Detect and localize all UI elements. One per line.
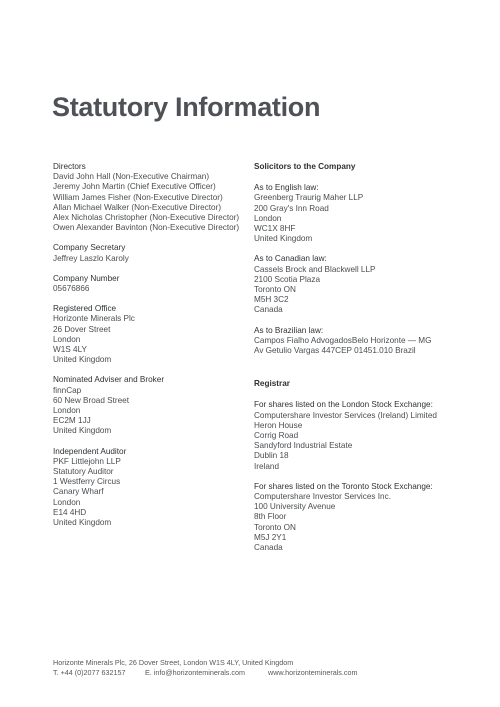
toronto-registrar-list <box>254 492 454 553</box>
text-line: M5H 3C2 <box>254 295 289 305</box>
company-number-section <box>53 274 253 294</box>
brazilian-law-heading: As to Brazilian law: <box>254 325 324 335</box>
text-line: Ireland <box>254 461 280 471</box>
text-line: Jeffrey Laszlo Karoly <box>53 253 129 263</box>
text-line: 8th Floor <box>254 512 287 522</box>
text-line: Campos Fialho AdvogadosBelo Horizonte — MG <box>254 335 432 345</box>
text-line: Jeremy John Martin (Chief Executive Officer) <box>53 182 216 192</box>
text-line: Canary Wharf <box>53 487 104 497</box>
text-line: 1 Westferry Circus <box>53 477 121 487</box>
toronto-registrar-section <box>254 482 454 553</box>
text-line: United Kingdom <box>53 355 112 365</box>
text-line: United Kingdom <box>254 234 313 244</box>
text-line: finnCap <box>53 385 82 395</box>
brazilian-law-list <box>254 336 454 356</box>
company-secretary-section <box>53 243 253 263</box>
text-line: Alex Nicholas Christopher (Non-Executive Director) <box>53 213 240 223</box>
independent-auditor-heading: Independent Auditor <box>53 446 127 456</box>
text-line: Computershare Investor Services (Ireland) Limited <box>254 410 437 420</box>
page-title: Statutory Information <box>52 92 321 122</box>
brazilian-law-section <box>254 326 454 357</box>
text-line: W1S 4LY <box>53 345 87 355</box>
footer-email-link[interactable]: E. info@horizonteminerals.com <box>145 668 245 677</box>
london-registrar-list <box>254 411 454 472</box>
independent-auditor-section <box>53 447 253 529</box>
text-line: PKF Littlejohn LLP <box>53 456 121 466</box>
text-line: United Kingdom <box>53 518 112 528</box>
text-line: Dublin 18 <box>254 451 289 461</box>
nominated-adviser-section <box>53 375 253 436</box>
english-law-list <box>254 193 454 244</box>
text-line: Toronto ON <box>254 522 296 532</box>
text-line: Toronto ON <box>254 285 296 295</box>
footer <box>53 658 357 678</box>
registered-office-section <box>53 304 253 365</box>
company-secretary-heading: Company Secretary <box>53 243 126 253</box>
directors-section <box>53 162 253 233</box>
text-line: William James Fisher (Non-Executive Director) <box>53 192 223 202</box>
text-line: E14 4HD <box>53 507 87 517</box>
company-secretary-list <box>53 254 253 264</box>
text-line: M5J 2Y1 <box>254 532 287 542</box>
text-line: Heron House <box>254 420 303 430</box>
text-line: Canada <box>254 305 283 315</box>
london-registrar-heading: For shares listed on the London Stock Exchange: <box>254 400 433 410</box>
solicitors-title: Solicitors to the Company <box>254 162 356 171</box>
text-line: 100 University Avenue <box>254 502 336 512</box>
english-law-heading: As to English law: <box>254 183 319 193</box>
london-registrar-section <box>254 400 454 471</box>
text-line: WC1X 8HF <box>254 224 296 234</box>
text-line: London <box>53 334 81 344</box>
text-line: 60 New Broad Street <box>53 395 130 405</box>
text-line: London <box>53 497 81 507</box>
company-number-heading: Company Number <box>53 273 120 283</box>
canadian-law-section <box>254 254 454 315</box>
footer-telephone: T. +44 (0)2077 632157 <box>53 668 126 677</box>
text-line: Corrig Road <box>254 431 299 441</box>
text-line: 2100 Scotia Plaza <box>254 274 320 284</box>
text-line: Allan Michael Walker (Non-Executive Director) <box>53 202 222 212</box>
text-line: Sandyford Industrial Estate <box>254 441 353 451</box>
text-line: Owen Alexander Bavinton (Non-Executive Director) <box>53 223 240 233</box>
text-line: Av Getulio Vargas 447CEP 01451.010 Brazil <box>254 346 416 356</box>
text-line: David John Hall (Non-Executive Chairman) <box>53 172 210 182</box>
footer-website-link[interactable]: www.horizonteminerals.com <box>268 668 358 677</box>
nominated-adviser-heading: Nominated Adviser and Broker <box>53 375 165 385</box>
text-line: London <box>53 406 81 416</box>
text-line: 26 Dover Street <box>53 324 111 334</box>
text-line: Horizonte Minerals Plc <box>53 314 135 324</box>
toronto-registrar-heading: For shares listed on the Toronto Stock Exchange: <box>254 481 433 491</box>
canadian-law-heading: As to Canadian law: <box>254 254 327 264</box>
text-line: EC2M 1JJ <box>53 416 91 426</box>
text-line: Cassels Brock and Blackwell LLP <box>254 264 376 274</box>
english-law-section <box>254 183 454 244</box>
registered-office-heading: Registered Office <box>53 304 117 314</box>
directors-list <box>53 172 253 233</box>
directors-heading: Directors <box>53 162 86 171</box>
independent-auditor-list <box>53 457 253 528</box>
text-line: Canada <box>254 543 283 553</box>
text-line: Computershare Investor Services Inc. <box>254 492 391 502</box>
text-line: United Kingdom <box>53 426 112 436</box>
text-line: Statutory Auditor <box>53 467 114 477</box>
text-line: London <box>254 213 282 223</box>
footer-contact-row <box>53 668 357 678</box>
registered-office-list <box>53 314 253 365</box>
text-line: 200 Gray's Inn Road <box>254 203 329 213</box>
text-line: 05676866 <box>53 284 90 294</box>
nominated-adviser-list <box>53 386 253 437</box>
right-column <box>254 162 454 563</box>
footer-address: Horizonte Minerals Plc, 26 Dover Street, London W1S 4LY, United Kingdom <box>53 658 294 667</box>
registrar-title: Registrar <box>254 379 290 389</box>
company-number-list <box>53 284 253 294</box>
text-line: Greenberg Traurig Maher LLP <box>254 193 364 203</box>
left-column <box>53 162 253 538</box>
canadian-law-list <box>254 265 454 316</box>
